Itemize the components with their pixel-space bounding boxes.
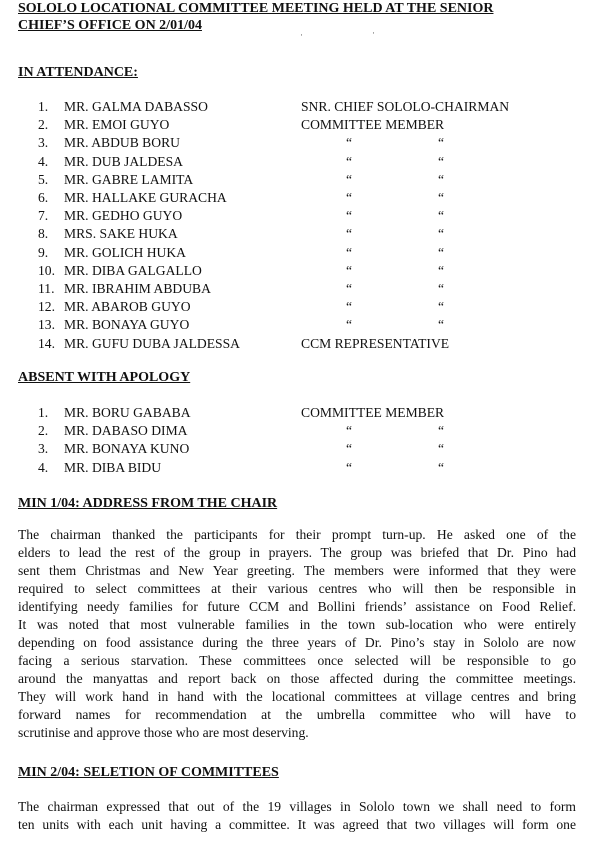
ditto-mark: “ <box>346 190 353 205</box>
ditto-mark: “ <box>438 190 445 205</box>
member-name: MR. GALMA DABASSO <box>64 99 208 114</box>
member-role: COMMITTEE MEMBER <box>301 117 445 133</box>
member-number: 9. <box>38 244 49 260</box>
ditto-mark: “ <box>346 423 353 439</box>
ditto-mark: “ <box>346 441 353 457</box>
ditto-mark: “ <box>438 135 445 151</box>
min1-line: around the manyattas and report back on those affected during the committee meetings. <box>18 671 576 686</box>
min1-line: facing a serious starvation. These committees once selected will be responsible to go <box>18 653 576 668</box>
ditto-mark: “ <box>438 317 445 333</box>
attendance-row <box>0 116 590 134</box>
attendance-row <box>0 335 590 353</box>
member-name: MR. IBRAHIM ABDUBA <box>64 281 211 296</box>
attendance-row <box>0 153 590 171</box>
absent-heading: ABSENT WITH APOLOGY <box>18 370 191 385</box>
member-number: 10. <box>38 262 55 278</box>
ditto-mark: “ <box>346 208 353 224</box>
min1-line: required to select committees at their various centres who will then be responsible in <box>18 581 576 596</box>
member-name: MR. DIBA GALGALLO <box>64 262 202 278</box>
member-name: MR. DABASO DIMA <box>64 423 188 439</box>
member-name: MR. GUFU DUBA JALDESSA <box>64 335 240 351</box>
member-number: 2. <box>38 423 49 439</box>
ditto-mark: “ <box>346 299 353 315</box>
absent-row <box>0 459 590 477</box>
member-number: 8. <box>38 226 49 242</box>
min2-paragraph <box>18 798 576 834</box>
member-name: MR. DUB JALDESA <box>64 153 183 169</box>
member-number: 3. <box>38 441 49 457</box>
member-name: MR. GEDHO GUYO <box>64 208 183 224</box>
scan-speck: · <box>300 30 303 40</box>
scan-speck: · <box>372 28 375 38</box>
attendance-row <box>0 316 590 334</box>
member-name: MR. BONAYA GUYO <box>64 317 190 333</box>
member-number: 11. <box>38 281 55 296</box>
attendance-row <box>0 262 590 280</box>
attendance-heading: IN ATTENDANCE: <box>18 65 138 80</box>
attendance-row <box>0 280 590 298</box>
member-number: 1. <box>38 99 49 114</box>
member-name: MR. BONAYA KUNO <box>64 441 190 457</box>
member-number: 6. <box>38 190 49 205</box>
absent-row <box>0 422 590 440</box>
attendance-row <box>0 171 590 189</box>
member-name: MR. HALLAKE GURACHA <box>64 190 227 205</box>
ditto-mark: “ <box>346 135 353 151</box>
ditto-mark: “ <box>346 281 353 296</box>
member-name: MR. ABDUB BORU <box>64 135 180 151</box>
member-name: MR. DIBA BIDU <box>64 459 162 475</box>
member-number: 14. <box>38 335 55 351</box>
document-title <box>18 0 578 34</box>
min2-line: The chairman expressed that out of the 19 villages in Sololo town we shall need to form <box>18 799 576 814</box>
member-number: 3. <box>38 135 49 151</box>
min1-line: identifying needy families for future CCM and Bollini friends’ assistance on Food Relief. <box>18 599 576 614</box>
min2-heading: MIN 2/04: SELETION OF COMMITTEES <box>18 765 279 780</box>
attendance-row <box>0 189 590 207</box>
member-number: 13. <box>38 317 55 333</box>
member-name: MR. GOLICH HUKA <box>64 244 186 260</box>
attendance-row <box>0 134 590 152</box>
ditto-mark: “ <box>438 153 445 169</box>
absent-row <box>0 404 590 422</box>
min1-line: elders to lead the rest of the group in prayers. The group was briefed that Dr. Pino had <box>18 545 576 560</box>
ditto-mark: “ <box>346 459 353 475</box>
member-number: 1. <box>38 405 49 420</box>
min1-paragraph <box>18 526 576 742</box>
ditto-mark: “ <box>438 459 445 475</box>
min1-line: sent them Christmas and New Year greeting. The members were informed that they were <box>18 563 576 578</box>
title-line-1: SOLOLO LOCATIONAL COMMITTEE MEETING HELD AT THE SENIOR <box>18 1 494 16</box>
attendance-row <box>0 207 590 225</box>
min1-line: forward names for recommendation at the umbrella committee who will have to <box>18 707 576 722</box>
absent-row <box>0 440 590 458</box>
ditto-mark: “ <box>438 226 445 242</box>
min1-line: depending on food assistance during the three years of Dr. Pino’s stay in Sololo are now <box>18 635 576 650</box>
ditto-mark: “ <box>438 208 445 224</box>
member-number: 4. <box>38 153 49 169</box>
ditto-mark: “ <box>438 441 445 457</box>
ditto-mark: “ <box>346 226 353 242</box>
min1-line: scrutinise and approve those who are most deserving. <box>18 725 309 740</box>
member-number: 5. <box>38 171 49 187</box>
min1-line: It was noted that most vulnerable families in the town sub-location who were entirely <box>18 617 576 632</box>
ditto-mark: “ <box>438 171 445 187</box>
member-name: MR. BORU GABABA <box>64 405 191 420</box>
ditto-mark: “ <box>438 281 445 296</box>
ditto-mark: “ <box>438 299 445 315</box>
attendance-row <box>0 298 590 316</box>
member-number: 2. <box>38 117 49 133</box>
member-role: CCM REPRESENTATIVE <box>301 335 450 351</box>
min1-line: They will work hand in hand with the locational committees at village centres and bring <box>18 689 576 704</box>
min1-heading: MIN 1/04: ADDRESS FROM THE CHAIR <box>18 496 278 511</box>
attendance-row <box>0 98 590 116</box>
attendance-row <box>0 225 590 243</box>
ditto-mark: “ <box>346 262 353 278</box>
ditto-mark: “ <box>438 262 445 278</box>
ditto-mark: “ <box>346 244 353 260</box>
member-name: MR. ABAROB GUYO <box>64 299 191 315</box>
attendance-row <box>0 244 590 262</box>
ditto-mark: “ <box>346 171 353 187</box>
member-number: 4. <box>38 459 49 475</box>
ditto-mark: “ <box>438 244 445 260</box>
member-role: SNR. CHIEF SOLOLO-CHAIRMAN <box>301 99 510 114</box>
ditto-mark: “ <box>438 423 445 439</box>
min1-line: The chairman thanked the participants for their prompt turn-up. He asked one of the <box>18 527 576 542</box>
member-number: 12. <box>38 299 55 315</box>
member-name: MRS. SAKE HUKA <box>64 226 178 242</box>
title-line-2: CHIEF’S OFFICE ON 2/01/04 <box>18 18 202 33</box>
member-name: MR. EMOI GUYO <box>64 117 170 133</box>
ditto-mark: “ <box>346 153 353 169</box>
min2-line: ten units with each unit having a committee. It was agreed that two villages will form one <box>18 817 576 832</box>
member-role: COMMITTEE MEMBER <box>301 405 445 420</box>
member-number: 7. <box>38 208 49 224</box>
ditto-mark: “ <box>346 317 353 333</box>
member-name: MR. GABRE LAMITA <box>64 171 194 187</box>
